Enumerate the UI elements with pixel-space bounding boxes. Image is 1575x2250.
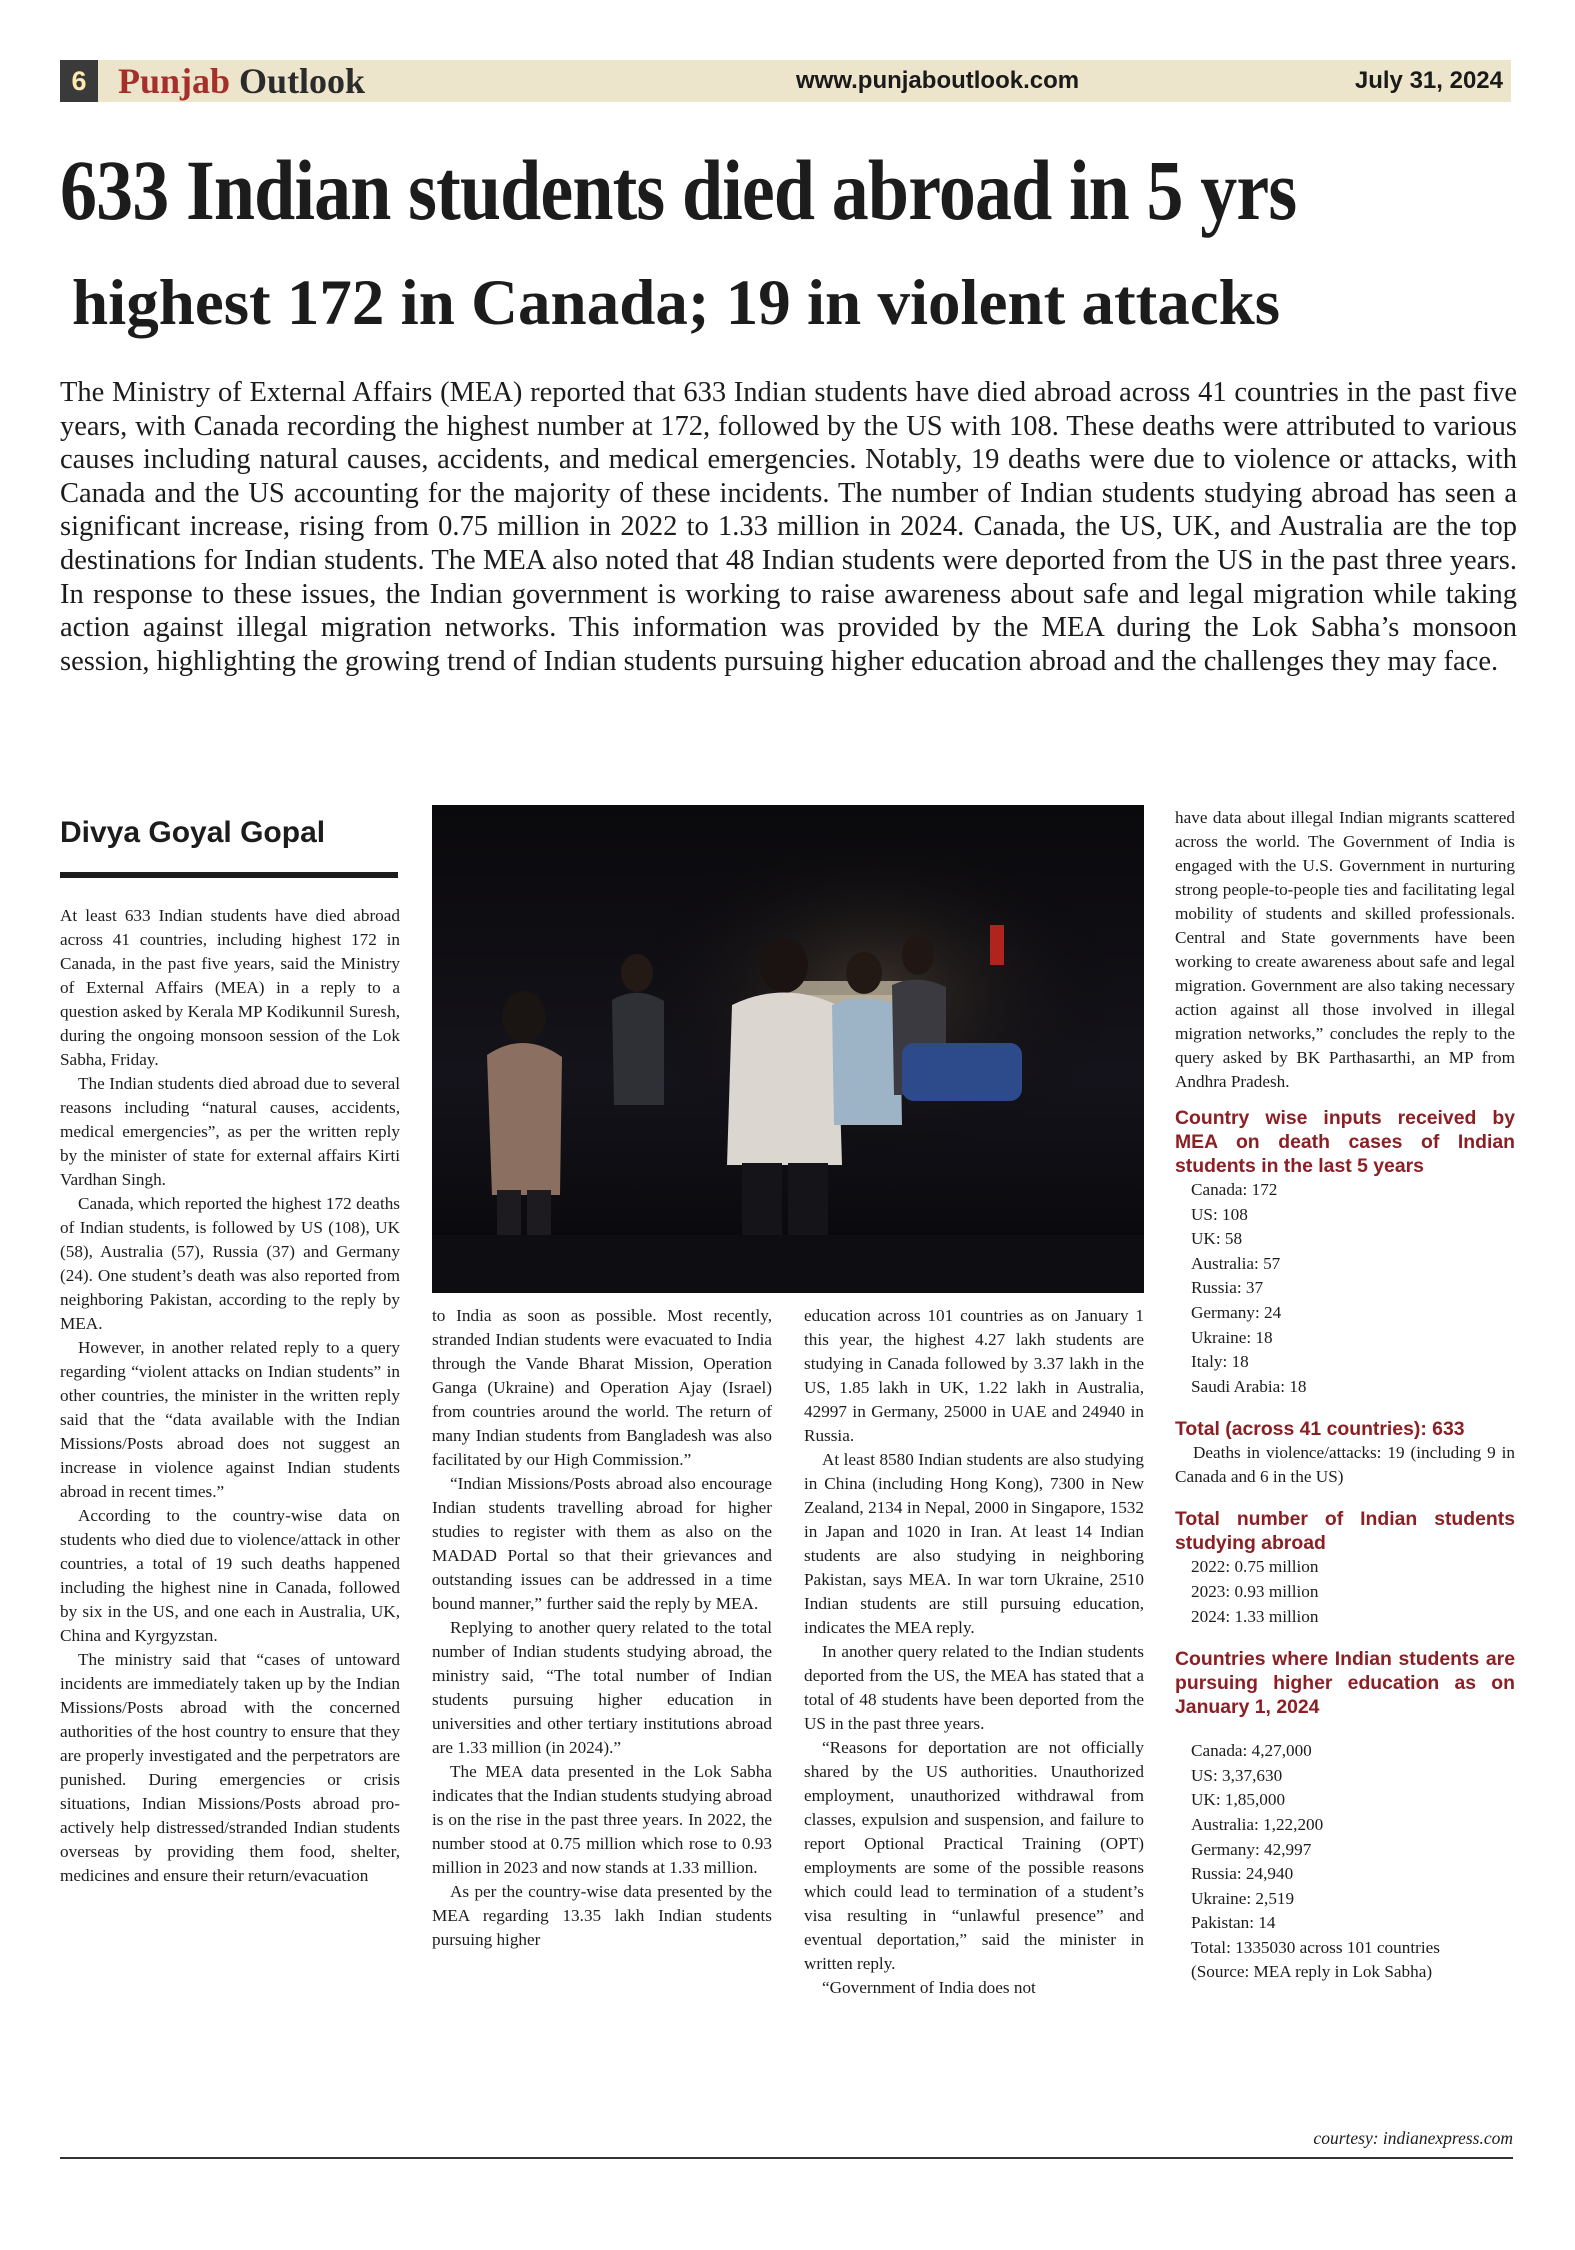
paragraph: to India as soon as possible. Most recently, stranded Indian students were evacuated to India through the Vande Bharat Mission, Operation Ganga (Ukraine) and Operation Ajay (Israel) from countries around the world. The return of many Indian students from Bangladesh was also facilitated by our High Commission.” (432, 1306, 772, 1469)
brand-part-2: Outlook (239, 61, 366, 101)
article-column-3 (804, 1304, 1144, 2000)
list-item: Germany: 42,997 (1191, 1839, 1312, 1859)
paragraph: However, in another related reply to a query regarding “violent attacks on Indian students” in other countries, the minister in the written reply said that the “data available with the Indian Missions/Posts abroad does not suggest an increase in violence against Indian students abroad in recent times.” (60, 1338, 400, 1501)
paragraph: As per the country-wise data presented by the MEA regarding 13.35 lakh Indian students pursuing higher (432, 1882, 772, 1949)
paragraph: “Reasons for deportation are not officially shared by the US authorities. Unauthorized employment, unauthorized withdrawal from classes, expulsion and suspension, and failure to report Optional Practical Training (OPT) employments are some of the possible reasons which could lead to termination of a student’s visa resulting in “unlawful presence” and eventual deportation,” said the minister in written reply. (804, 1738, 1144, 1973)
byline-rule (60, 872, 398, 878)
page-number: 6 (60, 60, 98, 102)
article-column-1 (60, 904, 400, 1888)
students-heading: Total number of Indian students studying abroad (1175, 1508, 1515, 1555)
list-item: Ukraine: 18 (1191, 1327, 1273, 1347)
list-item: UK: 58 (1191, 1229, 1243, 1249)
news-photo (432, 805, 1144, 1293)
list-item: Canada: 4,27,000 (1191, 1741, 1312, 1761)
list-item: US: 3,37,630 (1191, 1765, 1283, 1785)
paragraph: Replying to another query related to the total number of Indian students studying abroad, the ministry said, “The total number of Indian students pursuing higher education in universities and other tertiary institutions abroad are 1.33 million (in 2024).” (432, 1618, 772, 1757)
paragraph: Canada, which reported the highest 172 deaths of Indian students, is followed by US (108), UK (58), Australia (57), Russia (37) and Germany (24). One student’s death was also reported from neighboring Pakistan, according to the reply by MEA. (60, 1194, 400, 1333)
brand-part-1: Punjab (118, 61, 231, 101)
list-item: Pakistan: 14 (1191, 1913, 1276, 1933)
courtesy-credit: courtesy: indianexpress.com (1313, 2128, 1513, 2148)
total-deaths: Total (across 41 countries): 633 (1175, 1418, 1465, 1441)
list-item: 2024: 1.33 million (1191, 1606, 1319, 1626)
deaths-list (1175, 1178, 1515, 1399)
masthead (60, 60, 1511, 102)
paragraph: “Government of India does not (822, 1978, 1036, 1997)
paragraph: have data about illegal Indian migrants scattered across the world. The Government of India is engaged with the U.S. Government in nurturing strong people-to-people ties and facilitating legal mobility of students and skilled professionals. Central and State governments have been working to create awareness about safe and legal migration. Government are also taking necessary action against all those involved in illegal migration networks,” concludes the reply to the query asked by BK Parthasarthi, an MP from Andhra Pradesh. (1175, 808, 1515, 1091)
paragraph: At least 8580 Indian students are also studying in China (including Hong Kong), 7300 in New Zealand, 2134 in Nepal, 2000 in Singapore, 1532 in Japan and 1020 in Iran. At least 14 Indian students are also studying in neighboring Pakistan, says MEA. In war torn Ukraine, 2510 Indian students are still pursuing education, indicates the MEA reply. (804, 1450, 1144, 1637)
website-link[interactable]: www.punjaboutlook.com (796, 67, 1080, 94)
paragraph: “Indian Missions/Posts abroad also encourage Indian students travelling abroad for higher studies to register with them as also on the MADAD Portal so that their grievances and outstanding issues can be addressed in a time bound manner,” further said the reply by MEA. (432, 1474, 772, 1613)
violence-note: Deaths in violence/attacks: 19 (including 9 in Canada and 6 in the US) (1175, 1443, 1515, 1487)
list-item: Ukraine: 2,519 (1191, 1888, 1295, 1908)
list-item: 2023: 0.93 million (1191, 1581, 1319, 1601)
list-item: Saudi Arabia: 18 (1191, 1376, 1307, 1396)
deaths-heading: Country wise inputs received by MEA on death cases of Indian students in the last 5 years (1175, 1107, 1515, 1177)
issue-date: July 31, 2024 (1354, 67, 1503, 94)
paragraph: In another query related to the Indian students deported from the US, the MEA has stated that a total of 48 students have been deported from the US in the past three years. (804, 1642, 1144, 1733)
byline: Divya Goyal Gopal (60, 816, 326, 849)
list-item: Canada: 172 (1191, 1180, 1278, 1199)
paragraph: The ministry said that “cases of untoward incidents are immediately taken up by the Indian Missions/Posts abroad with the concerned authorities of the host country to ensure that they are properly investigated and the perpetrators are punished. During emergencies or crisis situations, Indian Missions/Posts abroad pro-actively help distressed/stranded Indian students overseas by providing them food, shelter, medicines and ensure their return/evacuation (60, 1650, 400, 1885)
countries-list (1175, 1739, 1515, 1985)
intro-paragraph: The Ministry of External Affairs (MEA) reported that 633 Indian students have died abroad across 41 countries in the past five years, with Canada recording the highest number at 172, followed by the US with 108. These deaths were attributed to various causes including natural causes, accidents, and medical emergencies. Notably, 19 deaths were due to violence or attacks, with Canada and the US accounting for the majority of these incidents. The number of Indian students studying abroad has seen a significant increase, rising from 0.75 million in 2022 to 1.33 million in 2024. Canada, the US, UK, and Australia are the top destinations for Indian students. The MEA also noted that 48 Indian students were deported from the US in the past three years. In response to these issues, the Indian government is working to raise awareness about safe and legal migration while taking action against illegal migration networks. This information was provided by the MEA during the Lok Sabha’s monsoon session, highlighting the growing trend of Indian students pursuing higher education abroad and the challenges they may face. (60, 377, 1517, 677)
headline: 633 Indian students died abroad in 5 yrs (60, 142, 1297, 238)
list-item: UK: 1,85,000 (1191, 1790, 1286, 1810)
spacer (1175, 1719, 1515, 1739)
list-item: Russia: 37 (1191, 1278, 1264, 1298)
paragraph: The MEA data presented in the Lok Sabha indicates that the Indian students studying abroad is on the rise in the past three years. In 2022, the number stood at 0.75 million which rose to 0.93 million in 2023 and now stands at 1.33 million. (432, 1762, 772, 1877)
article-column-2 (432, 1304, 772, 1952)
article-column-4 (1175, 806, 1515, 1985)
list-item: Total: 1335030 across 101 countries (1191, 1937, 1440, 1957)
list-item: US: 108 (1191, 1204, 1248, 1224)
paragraph: education across 101 countries as on January 1 this year, the highest 4.27 lakh students are studying in Canada followed by 3.37 lakh in the US, 1.85 lakh in UK, 1.22 lakh in Australia, 42997 in Germany, 25000 in UAE and 24940 in Russia. (804, 1306, 1144, 1445)
brand-logo (118, 60, 365, 102)
source-note: (Source: MEA reply in Lok Sabha) (1191, 1962, 1433, 1982)
list-item: Germany: 24 (1191, 1302, 1282, 1322)
students-list (1175, 1555, 1515, 1629)
list-item: Australia: 57 (1191, 1253, 1281, 1273)
paragraph: The Indian students died abroad due to several reasons including “natural causes, accidents, medical emergencies”, as per the written reply by the minister of state for external affairs Kirti Vardhan Singh. (60, 1074, 400, 1189)
list-item: Russia: 24,940 (1191, 1864, 1294, 1884)
bottom-rule (60, 2157, 1513, 2159)
paragraph: At least 633 Indian students have died abroad across 41 countries, including highest 172 in Canada, in the past five years, said the Ministry of External Affairs (MEA) in a reply to a question asked by Kerala MP Kodikunnil Suresh, during the ongoing monsoon session of the Lok Sabha, Friday. (60, 906, 400, 1069)
countries-heading: Countries where Indian students are pursuing higher education as on January 1, 2024 (1175, 1648, 1515, 1719)
paragraph: According to the country-wise data on students who died due to violence/attack in other countries, a total of 19 such deaths happened including the highest nine in Canada, followed by six in the US, and one each in Australia, UK, China and Kyrgyzstan. (60, 1506, 400, 1645)
list-item: Italy: 18 (1191, 1352, 1249, 1372)
list-item: 2022: 0.75 million (1191, 1557, 1319, 1577)
list-item: Australia: 1,22,200 (1191, 1814, 1324, 1834)
subheadline: highest 172 in Canada; 19 in violent attacks (72, 267, 1281, 339)
